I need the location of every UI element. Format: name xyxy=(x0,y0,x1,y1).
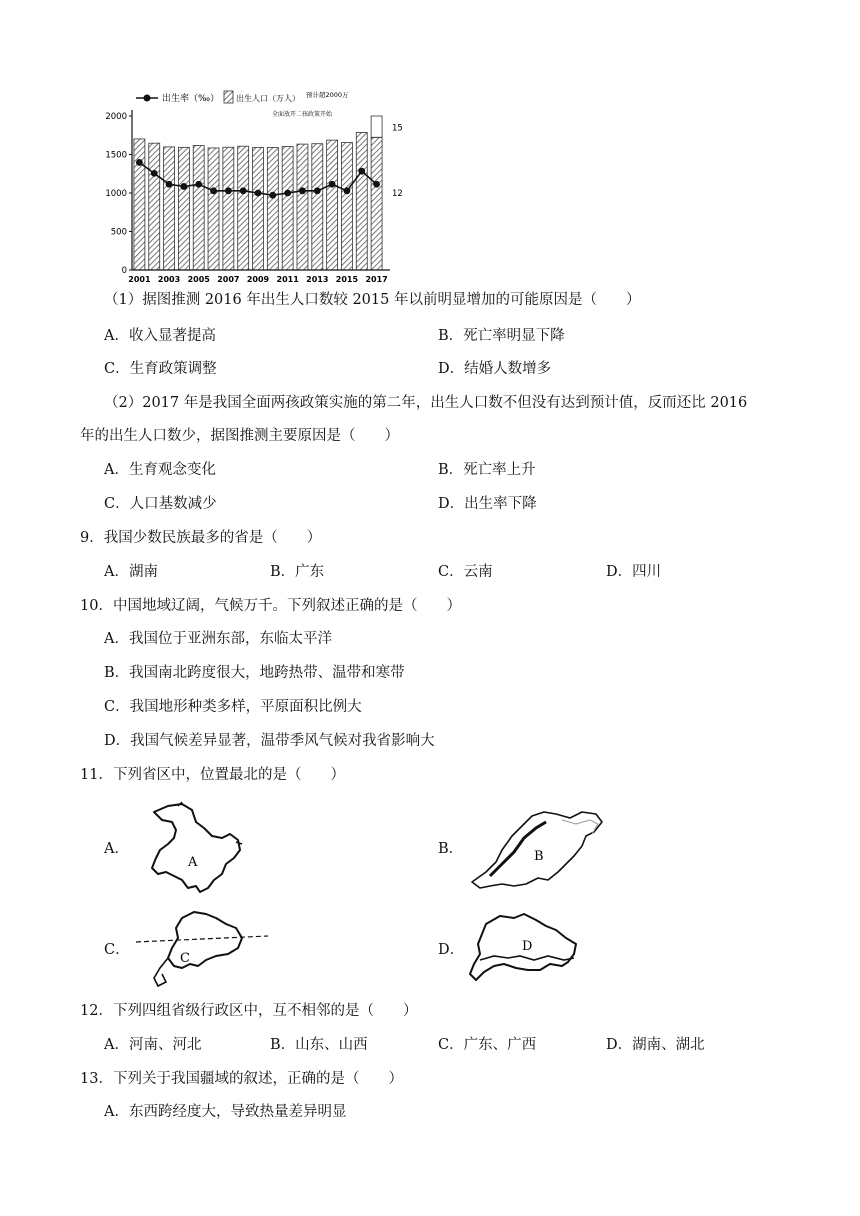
x-tick-label-2005: 2005 xyxy=(187,275,210,284)
q10-stem: 10．中国地域辽阔，气候万千。下列叙述正确的是（ ） xyxy=(80,598,461,614)
q11-option-a[interactable]: A． xyxy=(104,841,129,857)
map-province-c[interactable] xyxy=(132,908,272,992)
birth-chart xyxy=(100,88,410,288)
map-a-label: A xyxy=(188,855,198,870)
q12-option-c[interactable]: C．广东、广西 xyxy=(438,1037,537,1053)
q9-stem: 9．我国少数民族最多的省是（ ） xyxy=(80,530,322,546)
q8-1-option-b[interactable]: B．死亡率明显下降 xyxy=(438,328,565,344)
q8-2-option-b[interactable]: B．死亡率上升 xyxy=(438,462,536,478)
q9-option-d[interactable]: D．四川 xyxy=(606,564,662,580)
bar-2017 xyxy=(371,137,382,270)
y-tick-label-500: 500 xyxy=(110,227,127,238)
map-province-b[interactable] xyxy=(466,806,606,890)
map-c-tropic-line xyxy=(136,936,268,942)
map-b-label: B xyxy=(534,849,544,864)
legend-pop-swatch xyxy=(224,91,233,103)
rate-point-2010 xyxy=(269,192,276,199)
q13-option-a[interactable]: A．东西跨经度大，导致热量差异明显 xyxy=(104,1104,347,1120)
rate-point-2014 xyxy=(329,181,336,188)
y-tick-label-2000: 2000 xyxy=(105,112,127,122)
q10-option-b[interactable]: B．我国南北跨度很大，地跨热带、温带和寒带 xyxy=(104,665,405,681)
q11-option-d[interactable]: D． xyxy=(438,942,465,958)
q10-option-a[interactable]: A．我国位于亚洲东部，东临太平洋 xyxy=(104,631,332,647)
q8-2-option-a[interactable]: A．生育观念变化 xyxy=(104,462,216,478)
bar-2009 xyxy=(253,147,264,270)
x-tick-label-2011: 2011 xyxy=(276,275,299,284)
q11-option-c[interactable]: C． xyxy=(104,942,130,958)
rate-point-2004 xyxy=(180,183,187,190)
rate-point-2009 xyxy=(255,190,262,197)
map-province-a[interactable] xyxy=(138,800,248,896)
bar-2004 xyxy=(178,147,189,270)
bar-2002 xyxy=(149,143,160,270)
q8-2-option-d[interactable]: D．出生率下降 xyxy=(438,496,537,512)
q9-option-a[interactable]: A．湖南 xyxy=(104,564,158,580)
q12-option-a[interactable]: A．河南、河北 xyxy=(104,1037,202,1053)
bar-2003 xyxy=(164,147,175,270)
rate-point-2016 xyxy=(358,168,365,175)
map-d-label: D xyxy=(522,939,533,954)
x-tick-label-2009: 2009 xyxy=(246,275,270,284)
x-tick-label-2017: 2017 xyxy=(365,275,388,284)
q8-1-stem: （1）据图推测 2016 年出生人口数较 2015 年以前明显增加的可能原因是（ ） xyxy=(104,292,641,308)
rate-point-2001 xyxy=(136,159,143,166)
q9-option-b[interactable]: B．广东 xyxy=(270,564,325,580)
birth-chart-svg xyxy=(100,88,410,288)
y-tick-label-0: 0 xyxy=(121,266,127,276)
q8-2-stem-line2: 年的出生人口数少，据图推测主要原因是（ ） xyxy=(80,428,399,444)
y-tick-label-1500: 1500 xyxy=(105,150,127,161)
q8-1-option-a[interactable]: A．收入显著提高 xyxy=(104,328,216,344)
bar-2006 xyxy=(208,148,219,270)
rate-point-2007 xyxy=(225,187,232,194)
q11-option-b[interactable]: B． xyxy=(438,841,464,857)
q12-option-b[interactable]: B．山东、山西 xyxy=(270,1037,368,1053)
x-tick-label-2001: 2001 xyxy=(128,275,151,284)
q12-option-d[interactable]: D．湖南、湖北 xyxy=(606,1037,705,1053)
chart-note-policy: 全面放开二孩政策开始 xyxy=(272,111,333,118)
legend-rate-marker xyxy=(144,95,151,102)
bar-2010 xyxy=(267,147,278,270)
bar-2012 xyxy=(297,144,308,270)
bar-2011 xyxy=(282,146,293,270)
chart-note-forecast: 预计超2000万 xyxy=(306,91,349,99)
x-tick-label-2003: 2003 xyxy=(157,275,181,284)
q8-1-option-c[interactable]: C．生育政策调整 xyxy=(104,361,217,377)
bar-2016 xyxy=(356,132,367,270)
legend-rate-label: 出生率（‰） xyxy=(162,94,220,104)
q11-stem: 11．下列省区中，位置最北的是（ ） xyxy=(80,767,345,783)
rate-point-2006 xyxy=(210,187,217,194)
x-tick-label-2013: 2013 xyxy=(306,275,329,284)
bar-2013 xyxy=(312,144,323,270)
rate-point-2015 xyxy=(344,187,351,194)
bar-2008 xyxy=(238,146,249,270)
map-province-d[interactable] xyxy=(464,910,604,990)
bar-forecast-2017 xyxy=(371,116,382,137)
q10-option-d[interactable]: D．我国气候差异显著，温带季风气候对我省影响大 xyxy=(104,733,435,749)
bar-2005 xyxy=(193,145,204,270)
rate-point-2013 xyxy=(314,187,321,194)
legend-pop-label: 出生人口（万人） xyxy=(236,94,300,103)
rate-point-2012 xyxy=(299,187,306,194)
rate-point-2011 xyxy=(284,190,291,197)
q13-stem: 13．下列关于我国疆域的叙述，正确的是（ ） xyxy=(80,1071,403,1087)
x-tick-label-2007: 2007 xyxy=(217,275,240,284)
bar-2001 xyxy=(134,139,145,270)
rate-point-2005 xyxy=(195,181,202,188)
x-tick-label-2015: 2015 xyxy=(335,275,359,284)
rate-point-2003 xyxy=(166,181,173,188)
bar-2007 xyxy=(223,147,234,270)
q8-2-option-c[interactable]: C．人口基数减少 xyxy=(104,496,217,512)
rate-point-2017 xyxy=(373,181,380,188)
map-a-outline xyxy=(152,804,240,892)
q8-2-stem-line1: （2）2017 年是我国全面两孩政策实施的第二年，出生人口数不但没有达到预计值，反而还比 2016 xyxy=(104,395,748,411)
bar-2014 xyxy=(327,140,338,270)
q12-stem: 12．下列四组省级行政区中，互不相邻的是（ ） xyxy=(80,1003,418,1019)
y-tick-label-1000: 1000 xyxy=(105,189,127,199)
q8-1-option-d[interactable]: D．结婚人数增多 xyxy=(438,361,552,377)
q9-option-c[interactable]: C．云南 xyxy=(438,564,493,580)
rate-tick-label-12: 12 xyxy=(392,189,403,199)
q10-option-c[interactable]: C．我国地形种类多样，平原面积比例大 xyxy=(104,699,362,715)
rate-tick-label-15: 15 xyxy=(392,123,403,134)
rate-point-2008 xyxy=(240,187,247,194)
rate-point-2002 xyxy=(151,170,158,177)
bar-2015 xyxy=(341,143,352,270)
map-c-label: C xyxy=(180,951,190,966)
